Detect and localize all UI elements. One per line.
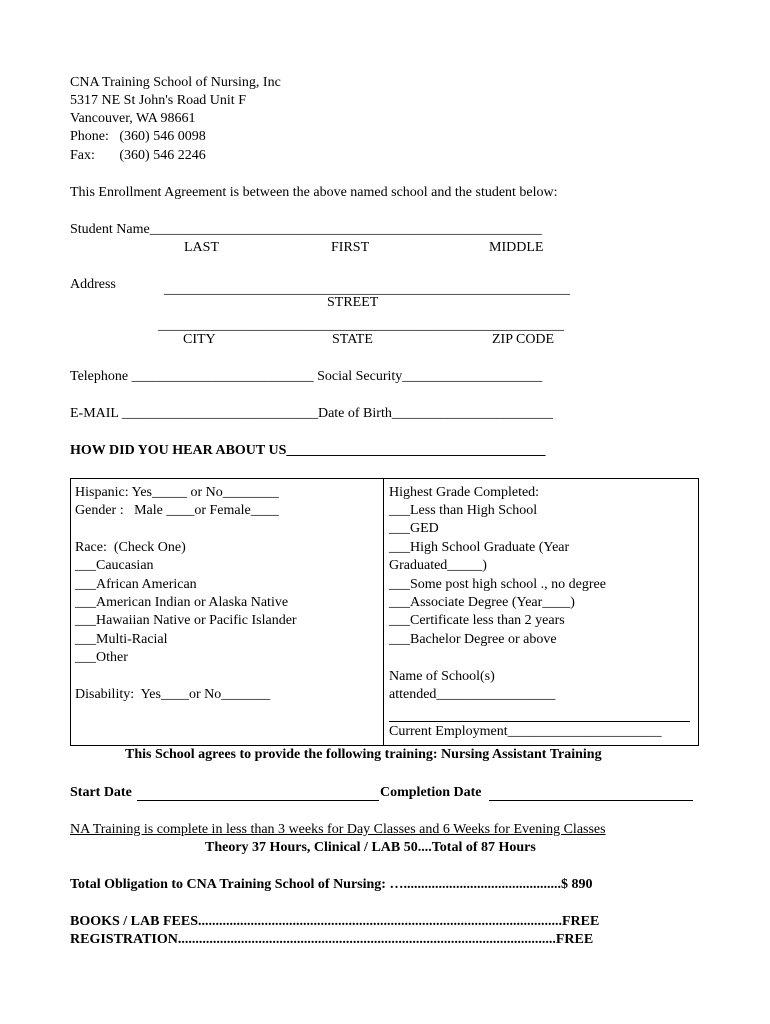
race-option[interactable]: ___American Indian or Alaska Native (75, 595, 289, 610)
school-fax: Fax: (360) 546 2246 (70, 148, 206, 163)
address-city-field[interactable]: __________________________________________________________ (158, 318, 564, 333)
education-option-continued[interactable]: Graduated_____) (389, 558, 487, 573)
school-street: 5317 NE St John's Road Unit F (70, 93, 246, 108)
telephone-ssn-field[interactable]: Telephone __________________________ Social Security____________________ (70, 369, 543, 384)
address-street-field[interactable]: __________________________________________________________ (164, 282, 570, 297)
school-name-label: Name of School(s) (389, 669, 495, 684)
box-divider (383, 478, 384, 745)
student-name-field[interactable]: Student Name________________________________________________________ (70, 222, 542, 237)
total-obligation: Total Obligation to CNA Training School of Nursing: ….............................................$ 890 (70, 877, 593, 892)
blank-line[interactable] (389, 721, 690, 722)
middle-caption: MIDDLE (489, 240, 544, 255)
current-employment-field[interactable]: Current Employment______________________ (389, 724, 662, 739)
education-option[interactable]: ___Less than High School (389, 503, 538, 518)
zip-caption: ZIP CODE (492, 332, 555, 347)
education-option[interactable]: ___Certificate less than 2 years (389, 613, 565, 628)
education-option[interactable]: ___Bachelor Degree or above (389, 632, 557, 647)
last-caption: LAST (184, 240, 219, 255)
education-option[interactable]: ___GED (389, 521, 439, 536)
school-attended-field[interactable]: attended_________________ (389, 687, 556, 702)
completion-date-label: Completion Date (380, 785, 482, 800)
books-lab-fees: BOOKS / LAB FEES........................................................................................................FREE (70, 914, 600, 929)
race-option[interactable]: ___Hawaiian Native or Pacific Islander (75, 613, 297, 628)
race-option[interactable]: ___Multi-Racial (75, 632, 168, 647)
intro-text: This Enrollment Agreement is between the above named school and the student below: (70, 185, 558, 200)
school-phone: Phone: (360) 546 0098 (70, 129, 206, 144)
street-caption: STREET (327, 295, 379, 310)
duration-note: NA Training is complete in less than 3 weeks for Day Classes and 6 Weeks for Evening Classes (70, 822, 606, 837)
city-caption: CITY (183, 332, 216, 347)
completion-date-field[interactable] (489, 800, 693, 801)
education-option[interactable]: ___High School Graduate (Year (389, 540, 570, 555)
race-label: Race: (Check One) (75, 540, 186, 555)
training-agreement: This School agrees to provide the following training: Nursing Assistant Training (125, 747, 602, 762)
address-label: Address (70, 277, 116, 292)
race-option[interactable]: ___Other (75, 650, 128, 665)
race-option[interactable]: ___Caucasian (75, 558, 154, 573)
registration-fee: REGISTRATION............................................................................................................FREE (70, 932, 594, 947)
school-city: Vancouver, WA 98661 (70, 111, 196, 126)
disability-field[interactable]: Disability: Yes____or No_______ (75, 687, 271, 702)
school-name: CNA Training School of Nursing, Inc (70, 75, 281, 90)
state-caption: STATE (332, 332, 373, 347)
education-option[interactable]: ___Associate Degree (Year____) (389, 595, 575, 610)
gender-field[interactable]: Gender : Male ____or Female____ (75, 503, 279, 518)
email-dob-field[interactable]: E-MAIL ____________________________Date of Birth_______________________ (70, 406, 553, 421)
first-caption: FIRST (331, 240, 370, 255)
how-did-you-hear-field[interactable]: HOW DID YOU HEAR ABOUT US_____________________________________ (70, 443, 546, 458)
hispanic-field[interactable]: Hispanic: Yes_____ or No________ (75, 485, 279, 500)
training-hours: Theory 37 Hours, Clinical / LAB 50....Total of 87 Hours (205, 840, 536, 855)
start-date-label: Start Date (70, 785, 132, 800)
start-date-field[interactable] (137, 800, 379, 801)
education-label: Highest Grade Completed: (389, 485, 540, 500)
race-option[interactable]: ___African American (75, 577, 197, 592)
education-option[interactable]: ___Some post high school ., no degree (389, 577, 606, 592)
